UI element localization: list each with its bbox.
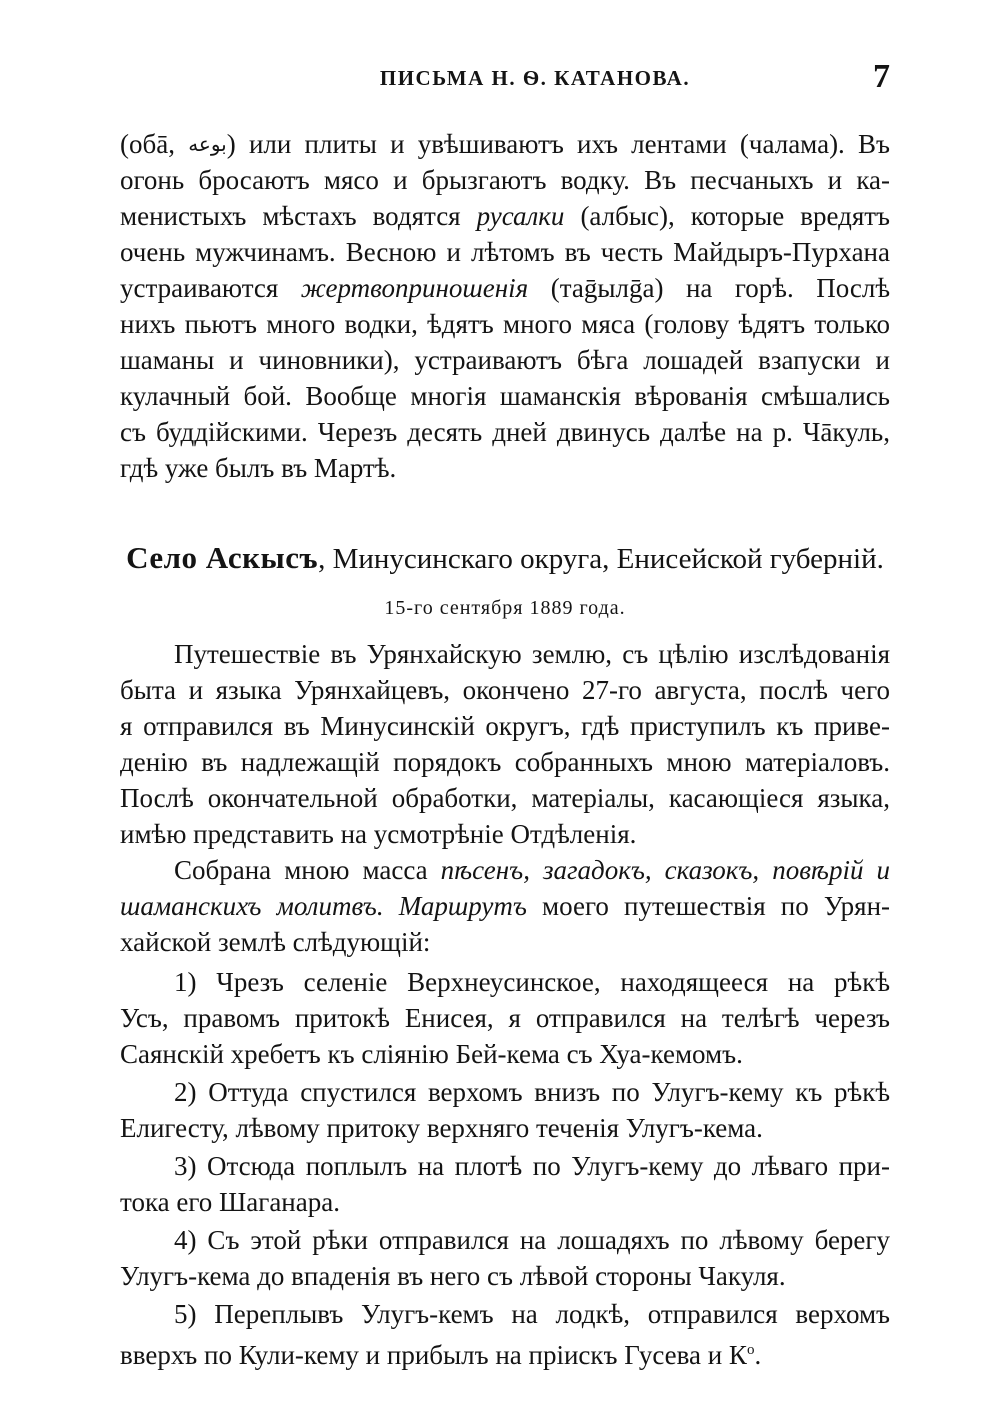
superscript: о — [746, 1342, 755, 1358]
text-line: съ буддійскими. Черезъ десять дней двинусь далѣе на р. Чāкуль, — [120, 417, 890, 447]
text-line: нихъ пьютъ много водки, ѣдятъ много мяса (голову ѣдятъ только — [120, 309, 890, 339]
text-line — [120, 126, 890, 162]
route-item-5: 5) Переплывъ Улугъ-кемъ на лодкѣ, отправился верхомъ — [174, 1299, 890, 1329]
text-line: кулачный бой. Вообще многія шаманскія вѣрованія смѣшались — [120, 381, 890, 411]
running-title: ПИСЬМА Н. Ѳ. КАТАНОВА. — [379, 66, 691, 90]
text-line: Елигесту, лѣвому притоку верхняго теченія Улугъ-кема. — [120, 1113, 763, 1143]
section-date: 15-го сентября 1889 года. — [384, 597, 626, 619]
italic-term: жертвоприношенія — [300, 273, 529, 303]
place-name: Село Аскысъ — [126, 540, 319, 575]
page-number: 7 — [873, 58, 890, 95]
text-run: (албыс), которые вредятъ — [564, 201, 891, 231]
text-line: имѣю представить на усмотрѣніе Отдѣленія. — [120, 819, 637, 849]
place-description: , Минусинскаго округа, Енисейской губерній. — [318, 543, 884, 575]
arabic-script-word: ﺑﻮﻋﻪ — [188, 132, 227, 156]
text-run: . — [754, 1340, 762, 1370]
italic-term: пѣсенъ, загадокъ, сказокъ, повѣрій и — [440, 855, 890, 885]
route-item-1: 1) Чрезъ селеніе Верхнеусинское, находящееся на рѣкѣ — [174, 967, 890, 997]
text-run: ) или плиты и увѣшиваютъ ихъ лентами (чалама). Въ — [226, 129, 890, 159]
text-run: (обā, — [120, 129, 189, 159]
text-line: тока его Шаганара. — [120, 1187, 340, 1217]
text-run: (таḡылḡа) на горѣ. Послѣ — [528, 273, 890, 303]
text-line — [120, 198, 890, 234]
text-line: Путешествіе въ Урянхайскую землю, съ цѣлію изслѣдованія — [174, 639, 890, 669]
text-line: огонь бросаютъ мясо и брызгаютъ водку. Въ песчаныхъ и ка- — [120, 165, 890, 195]
text-run: вверхъ по Кули-кему и прибылъ на пріискъ Гусева и К — [120, 1340, 747, 1370]
text-run: Собрана мною масса — [174, 855, 441, 885]
running-header — [120, 58, 890, 102]
text-run: менистыхъ мѣстахъ водятся — [120, 201, 477, 231]
route-item-2: 2) Оттуда спустился верхомъ внизъ по Улугъ-кему къ рѣкѣ — [174, 1077, 890, 1107]
route-item-4: 4) Съ этой рѣки отправился на лошадяхъ по лѣвому берегу — [174, 1225, 890, 1255]
text-line: Саянскій хребетъ къ сліянію Бей-кема съ Хуа-кемомъ. — [120, 1039, 743, 1069]
italic-term: шаманскихъ молитвъ. — [120, 891, 384, 921]
text-line — [120, 888, 890, 924]
text-line: я отправился въ Минусинскій округъ, гдѣ приступилъ къ приве- — [120, 711, 890, 741]
text-line — [120, 1332, 890, 1368]
route-item-3: 3) Отсюда поплылъ на плотѣ по Улугъ-кему до лѣваго при- — [174, 1151, 890, 1181]
text-line: Улугъ-кема до впаденія въ него съ лѣвой стороны Чакуля. — [120, 1261, 786, 1291]
text-line: очень мужчинамъ. Весною и лѣтомъ въ честь Майдыръ-Пурхана — [120, 237, 890, 267]
text-line: гдѣ уже былъ въ Мартѣ. — [120, 453, 397, 483]
italic-term: русалки — [476, 201, 565, 231]
text-line: шаманы и чиновники), устраиваютъ бѣга лошадей взапуски и — [120, 345, 890, 375]
text-line — [120, 852, 890, 888]
text-line: хайской землѣ слѣдующій: — [120, 927, 431, 957]
text-run: устраиваются — [120, 273, 301, 303]
text-run: моего путешествія по Урян- — [526, 891, 891, 921]
text-line: Послѣ окончательной обработки, матеріалы, касающіеся языка, — [120, 783, 890, 813]
section-heading — [120, 540, 890, 580]
text-line: денію въ надлежащій порядокъ собранныхъ мною матеріаловъ. — [120, 747, 890, 777]
text-line: быта и языка Урянхайцевъ, окончено 27-го августа, послѣ чего — [120, 675, 890, 705]
text-line — [120, 270, 890, 306]
text-run — [384, 891, 399, 921]
text-line: Усъ, правомъ притокѣ Енисея, я отправился на телѣгѣ черезъ — [120, 1003, 890, 1033]
italic-term: Маршрутъ — [398, 891, 527, 921]
